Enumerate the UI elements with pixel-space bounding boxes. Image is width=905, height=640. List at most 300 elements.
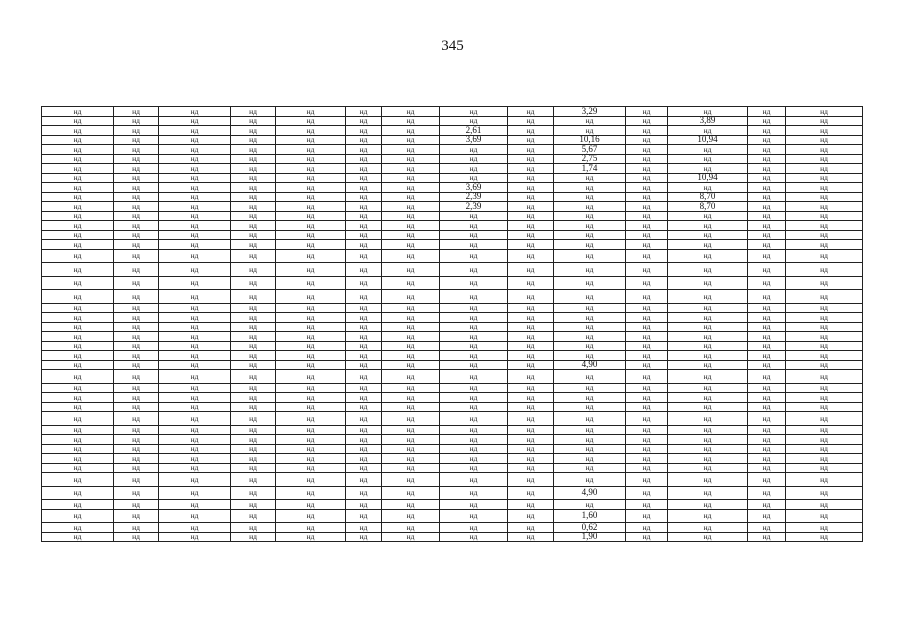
- table-cell: нд: [42, 173, 114, 183]
- table-cell: нд: [346, 393, 382, 403]
- table-cell: нд: [231, 164, 276, 174]
- table-cell: нд: [786, 332, 863, 342]
- table-cell: нд: [748, 341, 786, 351]
- table-cell: нд: [382, 435, 440, 445]
- table-cell: нд: [42, 435, 114, 445]
- table-cell: нд: [382, 183, 440, 193]
- table-cell: нд: [276, 322, 346, 332]
- table-cell: нд: [508, 523, 554, 533]
- table-row: [42, 332, 863, 342]
- table-cell: нд: [440, 240, 508, 250]
- table-cell: 2,61: [440, 126, 508, 136]
- table-cell: нд: [440, 402, 508, 412]
- table-cell: нд: [748, 402, 786, 412]
- table-cell: нд: [114, 383, 159, 393]
- table-cell: нд: [114, 444, 159, 454]
- table-cell: нд: [668, 276, 748, 290]
- table-cell: нд: [440, 145, 508, 155]
- table-row: [42, 249, 863, 263]
- table-cell: нд: [626, 249, 668, 263]
- table-cell: нд: [440, 454, 508, 464]
- table-cell: нд: [114, 135, 159, 145]
- table-cell: нд: [626, 454, 668, 464]
- table-cell: нд: [626, 107, 668, 117]
- table-cell: нд: [748, 383, 786, 393]
- table-cell: нд: [231, 412, 276, 426]
- table-cell: нд: [748, 454, 786, 464]
- table-cell: нд: [42, 313, 114, 323]
- table-cell: нд: [554, 240, 626, 250]
- table-cell: нд: [382, 202, 440, 212]
- table-cell: нд: [159, 135, 231, 145]
- table-cell: нд: [42, 532, 114, 542]
- table-cell: нд: [382, 145, 440, 155]
- table-cell: 4,90: [554, 486, 626, 500]
- table-cell: нд: [231, 154, 276, 164]
- table-cell: нд: [231, 221, 276, 231]
- table-cell: нд: [231, 509, 276, 523]
- table-cell: нд: [554, 192, 626, 202]
- table-cell: нд: [42, 402, 114, 412]
- table-cell: нд: [508, 240, 554, 250]
- table-cell: нд: [382, 463, 440, 473]
- table-cell: нд: [382, 412, 440, 426]
- table-cell: нд: [748, 145, 786, 155]
- table-cell: нд: [786, 383, 863, 393]
- table-cell: нд: [276, 221, 346, 231]
- table-cell: нд: [554, 211, 626, 221]
- table-cell: нд: [748, 173, 786, 183]
- table-row: [42, 351, 863, 361]
- table-cell: нд: [668, 290, 748, 304]
- table-cell: нд: [668, 183, 748, 193]
- table-cell: нд: [786, 192, 863, 202]
- table-cell: нд: [346, 509, 382, 523]
- table-cell: нд: [786, 351, 863, 361]
- table-cell: нд: [786, 230, 863, 240]
- table-cell: нд: [276, 500, 346, 510]
- table-cell: нд: [159, 341, 231, 351]
- table-cell: нд: [748, 107, 786, 117]
- table-cell: нд: [276, 360, 346, 370]
- table-cell: нд: [786, 276, 863, 290]
- table-cell: нд: [231, 500, 276, 510]
- table-cell: нд: [159, 263, 231, 277]
- table-cell: нд: [346, 360, 382, 370]
- table-cell: нд: [231, 444, 276, 454]
- table-cell: нд: [554, 370, 626, 384]
- table-row: [42, 523, 863, 533]
- table-cell: нд: [668, 383, 748, 393]
- table-cell: нд: [508, 303, 554, 313]
- table-row: [42, 116, 863, 126]
- table-cell: нд: [42, 126, 114, 136]
- table-cell: нд: [114, 454, 159, 464]
- table-cell: нд: [626, 341, 668, 351]
- table-cell: нд: [668, 435, 748, 445]
- table-cell: нд: [440, 341, 508, 351]
- table-cell: нд: [554, 116, 626, 126]
- table-cell: нд: [276, 107, 346, 117]
- table-cell: нд: [231, 107, 276, 117]
- table-cell: нд: [554, 183, 626, 193]
- table-cell: нд: [554, 332, 626, 342]
- table-cell: нд: [346, 290, 382, 304]
- table-row: [42, 341, 863, 351]
- table-cell: нд: [159, 116, 231, 126]
- table-cell: нд: [159, 221, 231, 231]
- table-cell: нд: [626, 164, 668, 174]
- table-cell: нд: [382, 263, 440, 277]
- table-cell: нд: [114, 202, 159, 212]
- table-cell: нд: [276, 532, 346, 542]
- table-cell: нд: [114, 402, 159, 412]
- table-cell: нд: [114, 249, 159, 263]
- table-cell: нд: [508, 370, 554, 384]
- table-cell: нд: [231, 249, 276, 263]
- table-cell: нд: [42, 154, 114, 164]
- table-cell: нд: [748, 249, 786, 263]
- table-cell: нд: [508, 500, 554, 510]
- table-cell: нд: [159, 454, 231, 464]
- table-cell: нд: [276, 116, 346, 126]
- table-cell: нд: [554, 230, 626, 240]
- table-cell: нд: [626, 393, 668, 403]
- table-cell: нд: [786, 126, 863, 136]
- table-cell: нд: [748, 303, 786, 313]
- table-cell: нд: [42, 290, 114, 304]
- table-cell: нд: [554, 500, 626, 510]
- table-cell: нд: [114, 532, 159, 542]
- table-cell: нд: [42, 473, 114, 487]
- table-cell: нд: [554, 221, 626, 231]
- table-row: [42, 263, 863, 277]
- table-cell: нд: [748, 509, 786, 523]
- table-row: [42, 360, 863, 370]
- table-row: [42, 454, 863, 464]
- table-cell: нд: [382, 240, 440, 250]
- table-row: [42, 173, 863, 183]
- table-cell: нд: [508, 360, 554, 370]
- table-cell: нд: [346, 402, 382, 412]
- table-cell: нд: [159, 532, 231, 542]
- table-row: [42, 500, 863, 510]
- table-cell: нд: [346, 523, 382, 533]
- table-cell: 2,39: [440, 202, 508, 212]
- table-cell: нд: [748, 240, 786, 250]
- table-cell: нд: [231, 486, 276, 500]
- table-cell: нд: [231, 435, 276, 445]
- table-cell: нд: [346, 532, 382, 542]
- table-cell: нд: [786, 532, 863, 542]
- table-cell: нд: [508, 393, 554, 403]
- table-cell: нд: [159, 500, 231, 510]
- table-cell: нд: [554, 202, 626, 212]
- table-cell: нд: [231, 463, 276, 473]
- table-cell: нд: [159, 276, 231, 290]
- table-cell: нд: [668, 360, 748, 370]
- table-cell: нд: [440, 154, 508, 164]
- table-cell: нд: [440, 107, 508, 117]
- table-cell: нд: [346, 303, 382, 313]
- table-row: [42, 402, 863, 412]
- table-cell: нд: [42, 351, 114, 361]
- table-cell: нд: [440, 116, 508, 126]
- table-cell: нд: [276, 249, 346, 263]
- table-cell: нд: [786, 290, 863, 304]
- table-row: [42, 135, 863, 145]
- table-row: [42, 444, 863, 454]
- table-cell: нд: [114, 221, 159, 231]
- table-cell: нд: [346, 425, 382, 435]
- table-cell: 5,67: [554, 145, 626, 155]
- table-cell: нд: [276, 154, 346, 164]
- table-cell: нд: [786, 164, 863, 174]
- table-cell: нд: [440, 221, 508, 231]
- table-cell: нд: [276, 332, 346, 342]
- table-cell: нд: [508, 107, 554, 117]
- table-cell: нд: [382, 532, 440, 542]
- table-cell: нд: [626, 221, 668, 231]
- table-cell: нд: [231, 202, 276, 212]
- table-cell: нд: [276, 276, 346, 290]
- table-cell: нд: [508, 341, 554, 351]
- table-cell: нд: [114, 154, 159, 164]
- table-cell: нд: [668, 412, 748, 426]
- table-cell: нд: [114, 351, 159, 361]
- table-cell: нд: [626, 435, 668, 445]
- table-cell: нд: [42, 221, 114, 231]
- table-cell: нд: [346, 463, 382, 473]
- table-cell: нд: [786, 473, 863, 487]
- table-cell: нд: [346, 276, 382, 290]
- table-cell: нд: [440, 393, 508, 403]
- table-cell: нд: [786, 240, 863, 250]
- table-cell: нд: [382, 192, 440, 202]
- table-cell: нд: [748, 221, 786, 231]
- table-cell: нд: [276, 290, 346, 304]
- table-cell: нд: [554, 290, 626, 304]
- table-cell: нд: [508, 435, 554, 445]
- table-cell: нд: [626, 135, 668, 145]
- table-row: [42, 164, 863, 174]
- table-cell: нд: [786, 435, 863, 445]
- table-cell: нд: [668, 393, 748, 403]
- table-cell: нд: [554, 463, 626, 473]
- table-cell: нд: [554, 303, 626, 313]
- table-cell: нд: [748, 425, 786, 435]
- table-cell: нд: [554, 425, 626, 435]
- table-cell: нд: [276, 145, 346, 155]
- table-cell: нд: [276, 383, 346, 393]
- table-cell: нд: [114, 145, 159, 155]
- table-cell: нд: [159, 435, 231, 445]
- table-cell: нд: [786, 454, 863, 464]
- table-cell: нд: [231, 290, 276, 304]
- table-cell: 4,90: [554, 360, 626, 370]
- table-cell: нд: [786, 116, 863, 126]
- table-cell: нд: [159, 425, 231, 435]
- table-row: [42, 107, 863, 117]
- table-cell: нд: [440, 532, 508, 542]
- table-cell: нд: [382, 313, 440, 323]
- table-cell: нд: [748, 500, 786, 510]
- table-cell: нд: [748, 435, 786, 445]
- table-cell: нд: [440, 303, 508, 313]
- table-cell: нд: [626, 412, 668, 426]
- table-cell: нд: [42, 486, 114, 500]
- table-cell: нд: [346, 473, 382, 487]
- table-cell: нд: [114, 500, 159, 510]
- table-row: [42, 192, 863, 202]
- table-row: [42, 313, 863, 323]
- table-cell: нд: [382, 154, 440, 164]
- table-cell: нд: [231, 473, 276, 487]
- table-cell: нд: [748, 230, 786, 240]
- table-cell: нд: [276, 523, 346, 533]
- table-cell: нд: [346, 173, 382, 183]
- table-cell: нд: [554, 263, 626, 277]
- table-cell: нд: [231, 192, 276, 202]
- table-cell: нд: [668, 211, 748, 221]
- table-row: [42, 322, 863, 332]
- table-cell: нд: [276, 192, 346, 202]
- table-cell: нд: [748, 290, 786, 304]
- table-cell: нд: [668, 402, 748, 412]
- table-cell: нд: [440, 435, 508, 445]
- table-cell: нд: [554, 435, 626, 445]
- table-cell: нд: [382, 454, 440, 464]
- table-cell: нд: [382, 303, 440, 313]
- table-cell: нд: [42, 135, 114, 145]
- table-cell: нд: [668, 444, 748, 454]
- table-cell: нд: [748, 332, 786, 342]
- table-cell: нд: [786, 341, 863, 351]
- table-cell: нд: [382, 276, 440, 290]
- table-cell: нд: [346, 211, 382, 221]
- table-cell: нд: [668, 509, 748, 523]
- table-cell: нд: [114, 116, 159, 126]
- table-cell: нд: [508, 402, 554, 412]
- table-cell: нд: [231, 116, 276, 126]
- table-cell: нд: [668, 463, 748, 473]
- page-number: 345: [441, 38, 464, 54]
- table-cell: нд: [786, 183, 863, 193]
- table-cell: нд: [508, 202, 554, 212]
- table-cell: нд: [748, 263, 786, 277]
- table-cell: нд: [231, 211, 276, 221]
- table-cell: нд: [786, 221, 863, 231]
- table-cell: нд: [554, 454, 626, 464]
- table-cell: нд: [114, 126, 159, 136]
- table-cell: нд: [346, 183, 382, 193]
- table-cell: нд: [346, 486, 382, 500]
- table-cell: нд: [346, 221, 382, 231]
- table-cell: нд: [508, 532, 554, 542]
- table-cell: нд: [668, 341, 748, 351]
- table-cell: нд: [159, 351, 231, 361]
- table-cell: нд: [42, 211, 114, 221]
- table-cell: нд: [626, 360, 668, 370]
- table-cell: нд: [114, 509, 159, 523]
- table-cell: нд: [159, 164, 231, 174]
- table-cell: нд: [231, 145, 276, 155]
- table-cell: нд: [276, 351, 346, 361]
- table-cell: нд: [114, 463, 159, 473]
- table-cell: 1,60: [554, 509, 626, 523]
- table-cell: нд: [748, 154, 786, 164]
- table-cell: нд: [508, 135, 554, 145]
- table-row: [42, 202, 863, 212]
- table-cell: нд: [114, 230, 159, 240]
- table-cell: нд: [668, 332, 748, 342]
- table-cell: нд: [159, 509, 231, 523]
- table-cell: нд: [668, 107, 748, 117]
- table-cell: нд: [231, 135, 276, 145]
- table-cell: нд: [626, 183, 668, 193]
- table-cell: нд: [508, 192, 554, 202]
- table-cell: нд: [114, 370, 159, 384]
- table-cell: нд: [276, 393, 346, 403]
- table-cell: нд: [668, 126, 748, 136]
- table-cell: нд: [440, 173, 508, 183]
- table-cell: нд: [440, 276, 508, 290]
- table-cell: 8,70: [668, 192, 748, 202]
- table-cell: нд: [440, 211, 508, 221]
- table-row: [42, 370, 863, 384]
- table-cell: 10,94: [668, 173, 748, 183]
- table-cell: нд: [382, 341, 440, 351]
- table-cell: нд: [554, 249, 626, 263]
- table-cell: нд: [668, 313, 748, 323]
- table-cell: нд: [42, 303, 114, 313]
- table-cell: нд: [626, 509, 668, 523]
- table-cell: нд: [114, 164, 159, 174]
- table-cell: нд: [440, 383, 508, 393]
- table-cell: нд: [626, 313, 668, 323]
- table-cell: нд: [42, 412, 114, 426]
- table-cell: нд: [42, 444, 114, 454]
- table-cell: нд: [159, 360, 231, 370]
- table-cell: нд: [231, 303, 276, 313]
- table-cell: нд: [276, 263, 346, 277]
- table-cell: нд: [786, 322, 863, 332]
- table-cell: нд: [231, 276, 276, 290]
- table-cell: нд: [440, 263, 508, 277]
- table-cell: нд: [346, 332, 382, 342]
- table-cell: нд: [626, 463, 668, 473]
- table-cell: нд: [554, 402, 626, 412]
- table-cell: нд: [668, 221, 748, 231]
- table-cell: нд: [42, 425, 114, 435]
- table-cell: нд: [786, 173, 863, 183]
- table-cell: нд: [346, 135, 382, 145]
- table-cell: нд: [382, 523, 440, 533]
- table-cell: нд: [114, 523, 159, 533]
- table-cell: нд: [748, 126, 786, 136]
- table-cell: нд: [382, 360, 440, 370]
- table-cell: нд: [382, 500, 440, 510]
- table-cell: нд: [668, 473, 748, 487]
- table-cell: нд: [231, 240, 276, 250]
- table-row: [42, 463, 863, 473]
- table-cell: нд: [42, 263, 114, 277]
- table-row: [42, 211, 863, 221]
- table-cell: нд: [346, 126, 382, 136]
- table-cell: нд: [346, 370, 382, 384]
- table-cell: нд: [440, 249, 508, 263]
- table-cell: нд: [159, 486, 231, 500]
